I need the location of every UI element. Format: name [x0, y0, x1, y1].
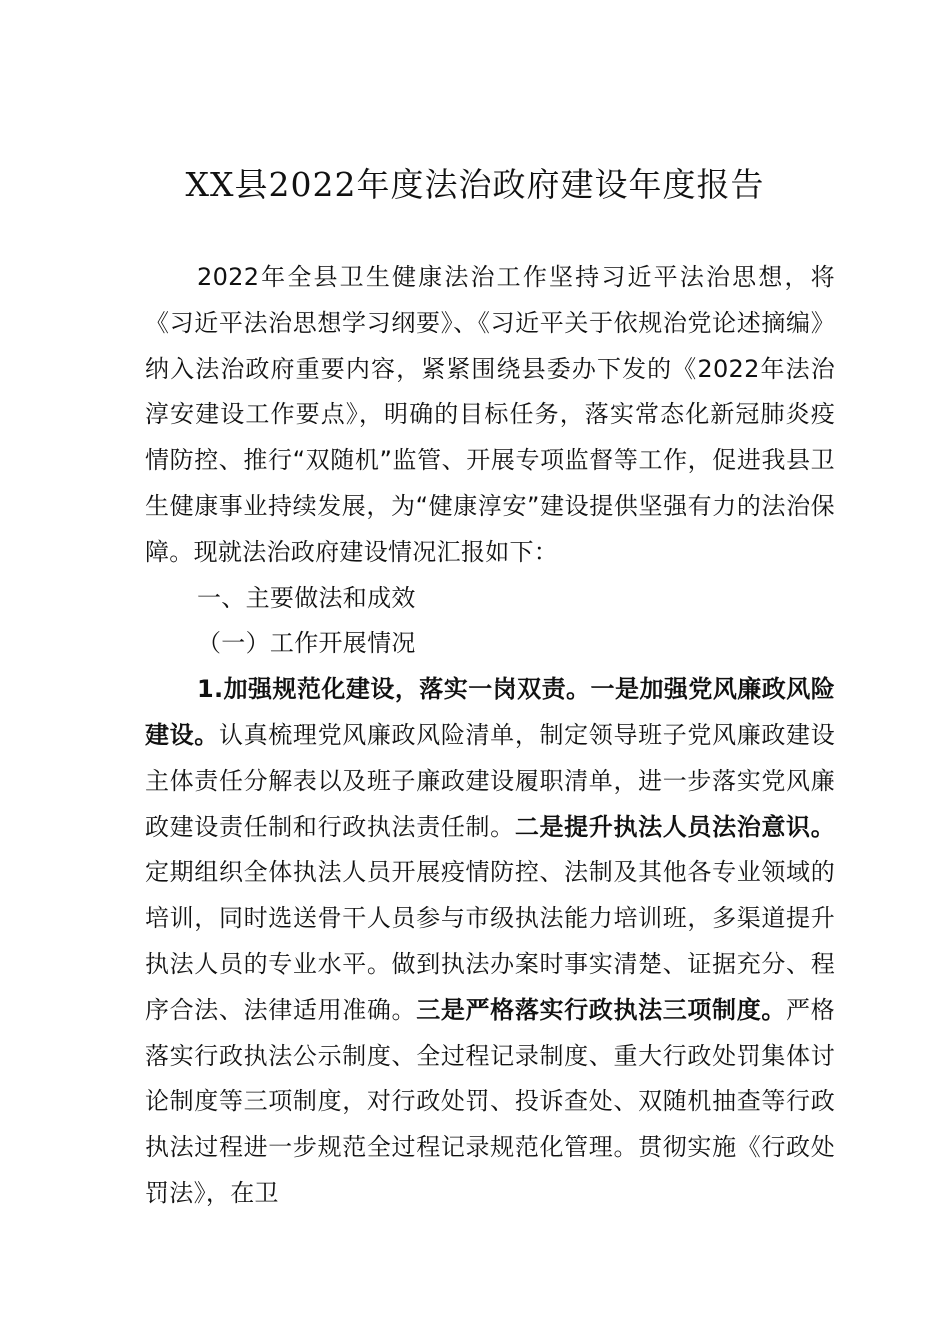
point-2-text: 定期组织全体执法人员开展疫情防控、法制及其他各专业领域的培训，同时选送骨干人员参与市级执法能力培训班，多渠道提升执法人员的专业水平。做到执法办案时事实清楚、证据充分、程序合法、法律适用准确。	[145, 858, 835, 1024]
point-1-title: 一是加强党风廉政风险建设。	[145, 675, 835, 749]
point-3-title: 三是严格落实行政执法三项制度。	[416, 995, 787, 1024]
section-heading-1: 一、主要做法和成效	[197, 583, 416, 612]
item-1-paragraph	[145, 667, 835, 1217]
intro-paragraph: 2022年全县卫生健康法治工作坚持习近平法治思想，将《习近平法治思想学习纲要》、《习近平关于依规治党论述摘编》纳入法治政府重要内容，紧紧围绕县委办下发的《2022年法治淳安建设工作要点》，明确的目标任务，落实常态化新冠肺炎疫情防控、推行“双随机”监管、开展专项监督等工作，促进我县卫生健康事业持续发展，为“健康淳安”建设提供坚强有力的法治保障。现就法治政府建设情况汇报如下：	[145, 263, 835, 566]
document-body	[145, 255, 835, 1217]
document-title: XX县2022年度法治政府建设年度报告	[185, 165, 765, 204]
subsection-heading-1: （一）工作开展情况	[197, 629, 416, 658]
point-1-text: 认真梳理党风廉政风险清单，制定领导班子党风廉政建设主体责任分解表以及班子廉政建设履职清单，进一步落实党风廉政建设责任制和行政执法责任制。	[145, 720, 835, 841]
item-1-lead: 1.加强规范化建设，落实一岗双责。	[197, 675, 591, 704]
point-3-text: 严格落实行政执法公示制度、全过程记录制度、重大行政处罚集体讨论制度等三项制度，对行政处罚、投诉查处、双随机抽查等行政执法过程进一步规范全过程记录规范化管理。贯彻实施《行政处罚法》，在卫	[145, 995, 835, 1207]
point-2-title: 二是提升执法人员法治意识。	[514, 812, 836, 841]
